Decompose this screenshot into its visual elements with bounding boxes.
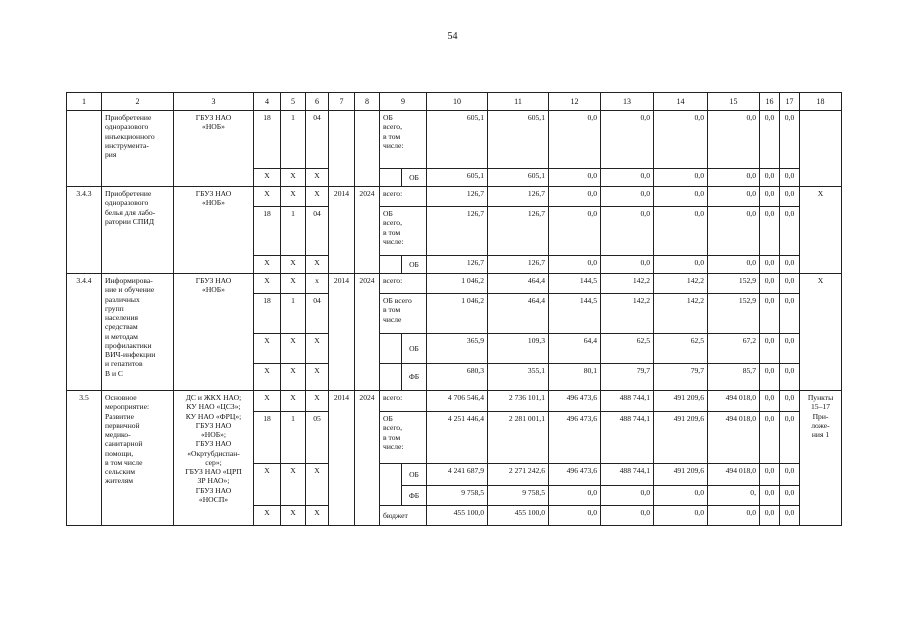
value-total: 605,1 — [427, 111, 488, 169]
code-c4: 18 — [254, 412, 281, 464]
value-2023: 0,0 — [708, 111, 760, 169]
value-2022: 79,7 — [654, 364, 708, 391]
value-c17: 0,0 — [780, 391, 800, 412]
value-2023: 0, — [708, 486, 760, 506]
value-2019: 355,1 — [488, 364, 549, 391]
page-number: 54 — [447, 31, 458, 42]
item-executor: ГБУЗ НАО «НОБ» — [174, 111, 254, 187]
value-2020: 144,5 — [549, 274, 601, 294]
code-c4: Х — [254, 274, 281, 294]
value-2022: 0,0 — [654, 169, 708, 187]
code-c4: 18 — [254, 294, 281, 334]
year-start — [329, 111, 355, 187]
code-c6: Х — [306, 334, 329, 364]
source-label: ФБ — [402, 486, 427, 506]
value-2021: 0,0 — [601, 256, 654, 274]
value-c17: 0,0 — [780, 187, 800, 207]
value-2019: 2 281 001,1 — [488, 412, 549, 464]
value-2024: 0,0 — [760, 294, 780, 334]
value-c17: 0,0 — [780, 111, 800, 169]
value-2023: 0,0 — [708, 256, 760, 274]
item-name: Информирова- ние и обучение различных групп населения средствам и методам профилактики ВИЧ-инфекции и гепатитов В и С — [102, 274, 174, 391]
value-2021: 0,0 — [601, 187, 654, 207]
value-2019: 464,4 — [488, 274, 549, 294]
header-cell: 17 — [780, 93, 800, 111]
value-2023: 85,7 — [708, 364, 760, 391]
value-c17: 0,0 — [780, 464, 800, 486]
value-2021: 79,7 — [601, 364, 654, 391]
item-executor: ГБУЗ НАО «НОБ» — [174, 274, 254, 391]
value-2021: 142,2 — [601, 274, 654, 294]
value-total: 1 046,2 — [427, 294, 488, 334]
source-label: всего: — [380, 391, 427, 412]
source-label: бюджет — [380, 506, 427, 526]
year-start: 2014 — [329, 187, 355, 274]
value-2019: 9 758,5 — [488, 486, 549, 506]
year-end: 2024 — [355, 187, 380, 274]
value-2024: 0,0 — [760, 169, 780, 187]
value-2021: 488 744,1 — [601, 412, 654, 464]
code-c4: Х — [254, 364, 281, 391]
code-c5: Х — [281, 274, 306, 294]
source-label: ОБ всего, в том числе: — [380, 111, 427, 169]
item-number-cell — [67, 111, 102, 187]
value-total: 4 251 446,4 — [427, 412, 488, 464]
value-2020: 496 473,6 — [549, 391, 601, 412]
code-c5: 1 — [281, 207, 306, 256]
item-name: Приобретение одноразового инъекционного инструмента- рия — [102, 111, 174, 187]
note: Х — [800, 187, 842, 274]
code-c5: Х — [281, 334, 306, 364]
value-2023: 494 018,0 — [708, 391, 760, 412]
value-2019: 109,3 — [488, 334, 549, 364]
row-343-total — [67, 187, 842, 207]
row-injection-ob-total — [67, 111, 842, 169]
value-2022: 491 209,6 — [654, 391, 708, 412]
value-2020: 496 473,6 — [549, 412, 601, 464]
header-cell: 1 — [67, 93, 102, 111]
value-2020: 0,0 — [549, 486, 601, 506]
value-2024: 0,0 — [760, 506, 780, 526]
value-2020: 0,0 — [549, 207, 601, 256]
header-cell: 4 — [254, 93, 281, 111]
code-c6: Х — [306, 391, 329, 412]
item-name: Основное мероприятие: Развитие первичной медико- санитарной помощи, в том числе сельским жителям — [102, 391, 174, 526]
value-2022: 0,0 — [654, 256, 708, 274]
value-2023: 152,9 — [708, 294, 760, 334]
note: Х — [800, 274, 842, 391]
code-c6: 04 — [306, 111, 329, 169]
source-spacer — [380, 464, 402, 486]
value-2021: 488 744,1 — [601, 391, 654, 412]
header-cell: 3 — [174, 93, 254, 111]
value-2024: 0,0 — [760, 391, 780, 412]
header-cell: 2 — [102, 93, 174, 111]
source-label: ФБ — [402, 364, 427, 391]
value-c17: 0,0 — [780, 412, 800, 464]
code-c5: 1 — [281, 294, 306, 334]
value-2019: 605,1 — [488, 111, 549, 169]
code-c4: Х — [254, 334, 281, 364]
code-c5: Х — [281, 256, 306, 274]
value-2021: 0,0 — [601, 111, 654, 169]
value-total: 365,9 — [427, 334, 488, 364]
value-c17: 0,0 — [780, 486, 800, 506]
note: Пункты 15–17 При- ложе- ния 1 — [800, 391, 842, 526]
year-end: 2024 — [355, 391, 380, 526]
value-2024: 0,0 — [760, 256, 780, 274]
value-2022: 0,0 — [654, 207, 708, 256]
code-c6: Х — [306, 256, 329, 274]
header-cell: 16 — [760, 93, 780, 111]
code-c5: Х — [281, 506, 306, 526]
budget-table — [66, 92, 842, 526]
header-cell: 11 — [488, 93, 549, 111]
code-c6: 04 — [306, 294, 329, 334]
value-c17: 0,0 — [780, 207, 800, 256]
code-c6: х — [306, 274, 329, 294]
code-c6: Х — [306, 506, 329, 526]
value-c17: 0,0 — [780, 256, 800, 274]
header-cell: 12 — [549, 93, 601, 111]
year-start: 2014 — [329, 391, 355, 526]
value-total: 126,7 — [427, 187, 488, 207]
value-2023: 0,0 — [708, 506, 760, 526]
header-cell: 9 — [380, 93, 427, 111]
value-2019: 455 100,0 — [488, 506, 549, 526]
code-c6: Х — [306, 464, 329, 506]
value-total: 4 706 546,4 — [427, 391, 488, 412]
value-c17: 0,0 — [780, 506, 800, 526]
code-c4: Х — [254, 506, 281, 526]
value-2020: 496 473,6 — [549, 464, 601, 486]
code-c5: Х — [281, 464, 306, 506]
item-name: Приобретение одноразового белья для лабо- ратории СПИД — [102, 187, 174, 274]
value-2021: 142,2 — [601, 294, 654, 334]
value-c17: 0,0 — [780, 169, 800, 187]
year-end: 2024 — [355, 274, 380, 391]
value-2022: 142,2 — [654, 274, 708, 294]
value-2019: 2 736 101,1 — [488, 391, 549, 412]
source-label: ОБ всего, в том числе: — [380, 207, 427, 256]
code-c4: Х — [254, 464, 281, 506]
value-2020: 64,4 — [549, 334, 601, 364]
value-2020: 0,0 — [549, 506, 601, 526]
value-2022: 62,5 — [654, 334, 708, 364]
value-2024: 0,0 — [760, 364, 780, 391]
value-total: 455 100,0 — [427, 506, 488, 526]
value-2022: 0,0 — [654, 486, 708, 506]
value-2023: 0,0 — [708, 207, 760, 256]
value-c17: 0,0 — [780, 334, 800, 364]
code-c4: 18 — [254, 111, 281, 169]
code-c5: Х — [281, 391, 306, 412]
value-c17: 0,0 — [780, 274, 800, 294]
row-344-total — [67, 274, 842, 294]
code-c5: Х — [281, 187, 306, 207]
source-label: ОБ всего, в том числе: — [380, 412, 427, 464]
value-2019: 605,1 — [488, 169, 549, 187]
value-2021: 0,0 — [601, 506, 654, 526]
code-c6: 05 — [306, 412, 329, 464]
value-2023: 494 018,0 — [708, 412, 760, 464]
value-2019: 2 271 242,6 — [488, 464, 549, 486]
value-2020: 0,0 — [549, 256, 601, 274]
code-c5: Х — [281, 169, 306, 187]
source-label: ОБ — [402, 256, 427, 274]
value-2021: 488 744,1 — [601, 464, 654, 486]
value-2024: 0,0 — [760, 207, 780, 256]
source-label: всего: — [380, 187, 427, 207]
value-2023: 494 018,0 — [708, 464, 760, 486]
value-2021: 0,0 — [601, 486, 654, 506]
value-2024: 0,0 — [760, 412, 780, 464]
value-2022: 491 209,6 — [654, 464, 708, 486]
value-2021: 62,5 — [601, 334, 654, 364]
value-2024: 0,0 — [760, 111, 780, 169]
code-c6: 04 — [306, 207, 329, 256]
value-2019: 464,4 — [488, 294, 549, 334]
note-cell — [800, 111, 842, 187]
value-2019: 126,7 — [488, 256, 549, 274]
code-c6: Х — [306, 187, 329, 207]
value-2021: 0,0 — [601, 207, 654, 256]
source-label: ОБ — [402, 169, 427, 187]
header-cell: 14 — [654, 93, 708, 111]
value-2024: 0,0 — [760, 187, 780, 207]
value-total: 4 241 687,9 — [427, 464, 488, 486]
header-cell: 10 — [427, 93, 488, 111]
header-cell: 7 — [329, 93, 355, 111]
row-35-total — [67, 391, 842, 412]
header-cell: 13 — [601, 93, 654, 111]
item-number: 3.4.3 — [67, 187, 102, 274]
source-spacer — [380, 486, 402, 506]
value-2021: 0,0 — [601, 169, 654, 187]
value-total: 1 046,2 — [427, 274, 488, 294]
item-executor: ДС и ЖКХ НАО; КУ НАО «ЦСЗ»; КУ НАО «ФРЦ»; ГБУЗ НАО «НОБ»; ГБУЗ НАО «Окртубдиспан- сер»; ГБУЗ НАО «ЦРП ЗР НАО»; ГБУЗ НАО «НОСП» — [174, 391, 254, 526]
value-2024: 0,0 — [760, 334, 780, 364]
value-2024: 0,0 — [760, 464, 780, 486]
value-2020: 80,1 — [549, 364, 601, 391]
value-2020: 144,5 — [549, 294, 601, 334]
value-total: 680,3 — [427, 364, 488, 391]
source-spacer — [380, 334, 402, 364]
source-label: ОБ — [402, 334, 427, 364]
source-label: ОБ всего в том числе — [380, 294, 427, 334]
value-2023: 67,2 — [708, 334, 760, 364]
year-start: 2014 — [329, 274, 355, 391]
value-2022: 0,0 — [654, 506, 708, 526]
value-2023: 0,0 — [708, 187, 760, 207]
value-2022: 142,2 — [654, 294, 708, 334]
value-2023: 0,0 — [708, 169, 760, 187]
source-spacer — [380, 169, 402, 187]
code-c6: Х — [306, 169, 329, 187]
code-c4: Х — [254, 187, 281, 207]
value-2020: 0,0 — [549, 187, 601, 207]
value-total: 126,7 — [427, 207, 488, 256]
value-2019: 126,7 — [488, 187, 549, 207]
value-total: 9 758,5 — [427, 486, 488, 506]
value-2019: 126,7 — [488, 207, 549, 256]
code-c5: 1 — [281, 111, 306, 169]
item-number: 3.4.4 — [67, 274, 102, 391]
value-2024: 0,0 — [760, 486, 780, 506]
year-end — [355, 111, 380, 187]
item-number: 3.5 — [67, 391, 102, 526]
header-cell: 18 — [800, 93, 842, 111]
item-executor: ГБУЗ НАО «НОБ» — [174, 187, 254, 274]
value-2022: 491 209,6 — [654, 412, 708, 464]
code-c4: Х — [254, 391, 281, 412]
code-c6: Х — [306, 364, 329, 391]
source-spacer — [380, 256, 402, 274]
code-c4: Х — [254, 169, 281, 187]
code-c5: Х — [281, 364, 306, 391]
source-label: ОБ — [402, 464, 427, 486]
header-row — [67, 93, 842, 111]
header-cell: 15 — [708, 93, 760, 111]
value-total: 126,7 — [427, 256, 488, 274]
source-label: всего: — [380, 274, 427, 294]
header-cell: 6 — [306, 93, 329, 111]
code-c4: Х — [254, 256, 281, 274]
value-2022: 0,0 — [654, 111, 708, 169]
header-cell: 8 — [355, 93, 380, 111]
value-c17: 0,0 — [780, 294, 800, 334]
header-cell: 5 — [281, 93, 306, 111]
value-2020: 0,0 — [549, 169, 601, 187]
value-2022: 0,0 — [654, 187, 708, 207]
value-2024: 0,0 — [760, 274, 780, 294]
source-spacer — [380, 364, 402, 391]
value-c17: 0,0 — [780, 364, 800, 391]
code-c5: 1 — [281, 412, 306, 464]
value-2023: 152,9 — [708, 274, 760, 294]
value-2020: 0,0 — [549, 111, 601, 169]
value-total: 605,1 — [427, 169, 488, 187]
code-c4: 18 — [254, 207, 281, 256]
